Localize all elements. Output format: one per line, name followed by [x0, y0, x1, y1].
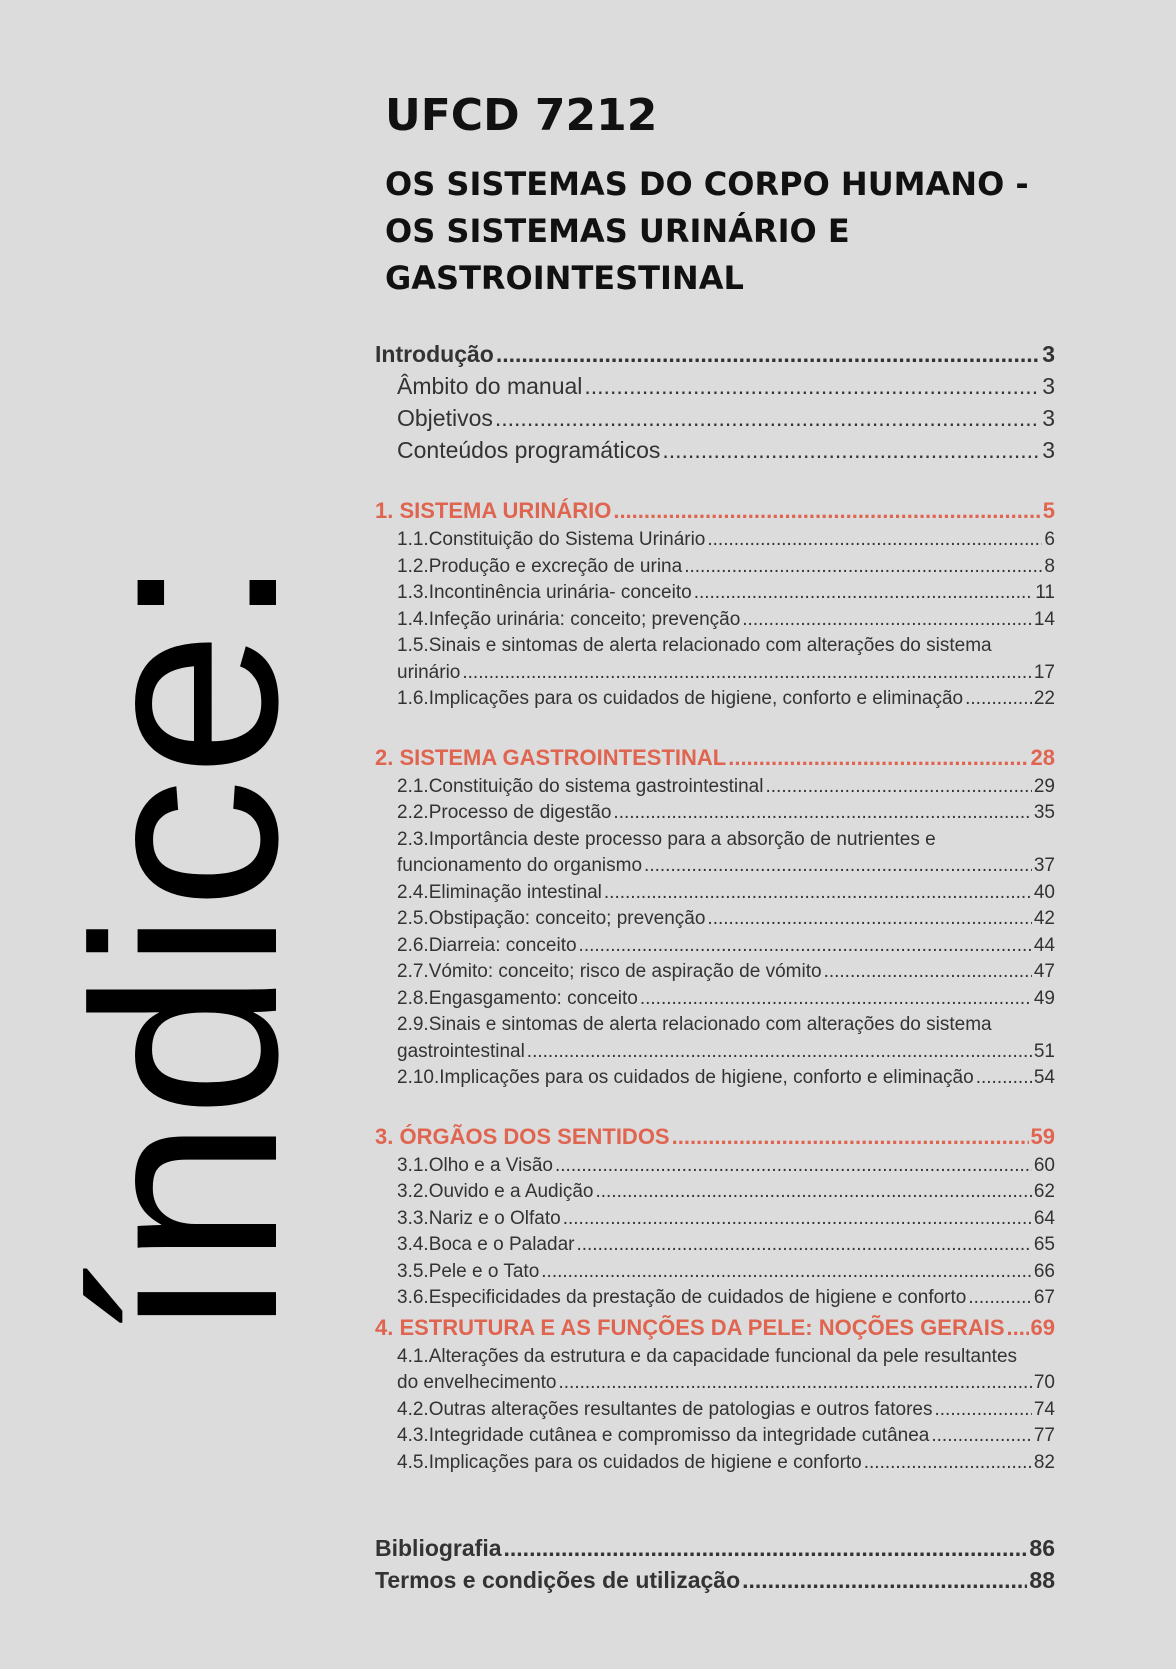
toc-leader-dots [707, 527, 1042, 554]
toc-entry[interactable] [375, 1065, 1055, 1092]
toc-termos[interactable] [375, 1564, 1055, 1596]
toc-chapter-4[interactable] [375, 1312, 1055, 1344]
toc-entry[interactable] [375, 1206, 1055, 1233]
document-header [385, 90, 1085, 302]
toc-leader-dots [765, 774, 1031, 801]
toc-entry[interactable] [375, 1153, 1055, 1180]
toc-leader-dots [644, 853, 1032, 880]
toc-entry-page: 14 [1033, 608, 1055, 630]
toc-entry[interactable] [375, 853, 1055, 880]
toc-entry-label: 1.6.Implicações para os cuidados de higiene, conforto e eliminação [397, 688, 964, 709]
document-title: OS SISTEMAS DO CORPO HUMANO - OS SISTEMAS URINÁRIO E GASTROINTESTINAL [385, 165, 1029, 297]
toc-entry[interactable] [375, 1232, 1055, 1259]
toc-entry-page: 22 [1033, 688, 1055, 709]
toc-bibliografia[interactable] [375, 1532, 1055, 1564]
toc-leader-dots [559, 1370, 1032, 1397]
toc-entry[interactable] [375, 774, 1055, 801]
toc-leader-dots [931, 1423, 1032, 1450]
toc-leader-dots [613, 800, 1031, 827]
toc-entry-page: 64 [1033, 1207, 1055, 1229]
toc-entry-page: 3 [1042, 405, 1055, 431]
toc-entry-label: urinário [397, 661, 461, 683]
toc-entry-page: 40 [1033, 881, 1055, 903]
toc-entry-page: 65 [1033, 1234, 1055, 1255]
toc-leader-dots [728, 742, 1028, 774]
toc-entry[interactable] [375, 906, 1055, 933]
toc-leader-dots [662, 434, 1040, 466]
toc-chapter-page: 69 [1030, 1314, 1055, 1340]
toc-entry-page: 67 [1033, 1287, 1055, 1308]
toc-entry-page: 86 [1029, 1535, 1055, 1561]
toc-entry-label: Bibliografia [375, 1535, 502, 1561]
toc-chapter-4-items [375, 1344, 1055, 1477]
toc-entry-line1: 1.5.Sinais e sintomas de alerta relacionado com alterações do sistema [397, 635, 992, 656]
toc-entry-label: 2.4.Eliminação intestinal [397, 881, 602, 903]
toc-entry[interactable] [375, 1039, 1055, 1066]
toc-entry-page: 54 [1033, 1067, 1055, 1088]
toc-entry-label: 3.2.Ouvido e a Audição [397, 1181, 594, 1202]
toc-entry-page: 35 [1033, 802, 1055, 823]
toc-entry-page: 3 [1042, 437, 1055, 463]
toc-entry-label: 3.4.Boca e o Paladar [397, 1234, 575, 1255]
toc-entry[interactable] [375, 800, 1055, 827]
toc-chapter-1[interactable] [375, 495, 1055, 527]
toc-chapter-2[interactable] [375, 742, 1055, 774]
toc-entry-label: funcionamento do organismo [397, 855, 643, 876]
toc-chapter-2-items [375, 774, 1055, 1092]
toc-entry[interactable] [375, 1370, 1055, 1397]
toc-leader-dots [976, 1065, 1032, 1092]
toc-entry-page: 44 [1033, 934, 1055, 956]
toc-entry[interactable] [375, 933, 1055, 960]
toc-entry-page: 3 [1042, 373, 1055, 399]
toc-entry-page: 82 [1033, 1451, 1055, 1473]
toc-entry[interactable] [375, 1397, 1055, 1424]
toc-leader-dots [684, 554, 1042, 581]
toc-entry-page: 6 [1044, 529, 1055, 550]
toc-entry[interactable] [375, 1423, 1055, 1450]
toc-chapter-3-items [375, 1153, 1055, 1312]
toc-leader-dots [563, 1206, 1032, 1233]
toc-leader-dots [579, 933, 1032, 960]
toc-entry[interactable] [375, 1450, 1055, 1477]
toc-entry-label: 3.6.Especificidades da prestação de cuidados de higiene e conforto [397, 1287, 967, 1308]
toc-entry[interactable] [375, 554, 1055, 581]
toc-leader-dots [824, 959, 1032, 986]
toc-entry-label: 2.7.Vómito: conceito; risco de aspiração de vómito [397, 961, 822, 982]
toc-leader-dots [968, 1285, 1032, 1312]
toc-entry-label: 4.5.Implicações para os cuidados de higiene e conforto [397, 1451, 862, 1473]
toc-entry-label: Termos e condições de utilização [375, 1567, 741, 1593]
toc-entry-label: 1.2.Produção e excreção de urina [397, 555, 683, 577]
toc-entry-label: 1.1.Constituição do Sistema Urinário [397, 529, 706, 550]
toc-entry-line1: 2.9.Sinais e sintomas de alerta relacionado com alterações do sistema [397, 1014, 992, 1035]
toc-entry[interactable] [375, 880, 1055, 907]
toc-leader-dots [504, 1532, 1028, 1564]
toc-chapter-3[interactable] [375, 1121, 1055, 1153]
toc-leader-dots [613, 495, 1040, 527]
toc-chapter-label: 4. ESTRUTURA E AS FUNÇÕES DA PELE: NOÇÕES GERAIS [375, 1314, 1005, 1340]
toc-entry[interactable] [375, 607, 1055, 634]
toc-chapter-label: 1. SISTEMA URINÁRIO [375, 498, 612, 523]
toc-entry[interactable] [375, 660, 1055, 687]
toc-entry-label: 2.6.Diarreia: conceito [397, 934, 577, 956]
toc-entry-page: 74 [1033, 1398, 1055, 1420]
toc-entry-page: 66 [1033, 1260, 1055, 1282]
toc-entry-page: 11 [1035, 582, 1055, 603]
toc-leader-dots [672, 1121, 1029, 1153]
toc-leader-dots [742, 1564, 1027, 1596]
toc-leader-dots [576, 1232, 1031, 1259]
toc-entry-page: 3 [1042, 341, 1055, 367]
toc-entry-page: 88 [1029, 1567, 1055, 1593]
toc-entry-line1: 2.3.Importância deste processo para a absorção de nutrientes e [397, 828, 936, 850]
toc-leader-dots [462, 660, 1031, 687]
toc-entry-label: 1.3.Incontinência urinária- conceito [397, 582, 692, 603]
toc-entry-label: Introdução [375, 341, 494, 367]
toc-leader-dots [604, 880, 1032, 907]
ufcd-code: UFCD 7212 [385, 90, 658, 141]
toc-entry-page: 49 [1033, 987, 1055, 1009]
toc-entry-label: 3.5.Pele e o Tato [397, 1260, 540, 1282]
toc-entry-label: 3.1.Olho e a Visão [397, 1154, 553, 1176]
toc-entry-page: 17 [1033, 661, 1055, 683]
toc-entry[interactable] [375, 1259, 1055, 1286]
toc-leader-dots [584, 370, 1040, 402]
toc-entry-label: 3.3.Nariz e o Olfato [397, 1207, 561, 1229]
index-side-title-text: índice: [39, 554, 332, 1340]
toc-entry-label: Objetivos [397, 405, 493, 431]
toc-entry-label: 1.4.Infeção urinária: conceito; prevenção [397, 608, 741, 630]
toc-leader-dots [934, 1397, 1031, 1424]
toc-leader-dots [1007, 1312, 1029, 1344]
toc-leader-dots [541, 1259, 1032, 1286]
toc-chapter-label: 2. SISTEMA GASTROINTESTINAL [375, 744, 727, 770]
toc-entry-label: 2.10.Implicações para os cuidados de higiene, conforto e eliminação [397, 1067, 974, 1088]
toc-leader-dots [965, 686, 1032, 713]
toc-chapter-page: 28 [1030, 744, 1055, 770]
toc-entry[interactable] [375, 1179, 1055, 1206]
toc-entry-label: 2.5.Obstipação: conceito; prevenção [397, 908, 706, 929]
toc-leader-dots [742, 607, 1032, 634]
toc-entry-label: do envelhecimento [397, 1372, 557, 1393]
toc-entry[interactable] [375, 370, 1055, 402]
toc-entry-label: 2.1.Constituição do sistema gastrointestinal [397, 775, 764, 797]
toc-leader-dots [694, 580, 1034, 607]
toc-leader-dots [555, 1153, 1032, 1180]
toc-entry-page: 70 [1033, 1372, 1055, 1393]
toc-leader-dots [707, 906, 1031, 933]
toc-entry-page: 77 [1033, 1425, 1055, 1446]
toc-chapter-page: 5 [1042, 498, 1055, 523]
toc-entry[interactable] [375, 1285, 1055, 1312]
table-of-contents [375, 338, 1055, 1596]
toc-leader-dots [495, 402, 1040, 434]
toc-entry[interactable] [375, 580, 1055, 607]
toc-entry-page: 29 [1033, 775, 1055, 797]
toc-entry-page: 51 [1033, 1040, 1055, 1062]
toc-entry-label: Conteúdos programáticos [397, 437, 661, 463]
toc-chapter-label: 3. ÓRGÃOS DOS SENTIDOS [375, 1123, 670, 1149]
toc-entry-label: 2.2.Processo de digestão [397, 802, 612, 823]
toc-chapter-1-items [375, 527, 1055, 713]
toc-leader-dots [595, 1179, 1031, 1206]
toc-leader-dots [640, 986, 1032, 1013]
toc-entry[interactable] [375, 402, 1055, 434]
toc-entry-label: 4.3.Integridade cutânea e compromisso da integridade cutânea [397, 1425, 930, 1446]
toc-leader-dots [496, 338, 1040, 370]
toc-entry[interactable] [375, 527, 1055, 554]
toc-entry-line1: 4.1.Alterações da estrutura e da capacidade funcional da pele resultantes [397, 1345, 1018, 1367]
toc-entry-page: 37 [1033, 855, 1055, 876]
toc-entry[interactable] [375, 959, 1055, 986]
toc-intro[interactable] [375, 338, 1055, 370]
toc-chapter-page: 59 [1030, 1123, 1055, 1149]
toc-entry-page: 62 [1033, 1181, 1055, 1202]
toc-entry-page: 42 [1033, 908, 1055, 929]
toc-entry-label: 4.2.Outras alterações resultantes de patologias e outros fatores [397, 1398, 933, 1420]
toc-leader-dots [527, 1039, 1032, 1066]
toc-entry-label: Âmbito do manual [397, 373, 583, 399]
toc-entry[interactable] [375, 986, 1055, 1013]
toc-leader-dots [864, 1450, 1032, 1477]
toc-entry-page: 8 [1044, 555, 1055, 577]
toc-entry-label: gastrointestinal [397, 1040, 525, 1062]
toc-entry[interactable] [375, 434, 1055, 466]
toc-intro-items [375, 370, 1055, 466]
toc-entry-label: 2.8.Engasgamento: conceito [397, 987, 638, 1009]
toc-entry-page: 60 [1033, 1154, 1055, 1176]
toc-entry[interactable] [375, 686, 1055, 713]
toc-entry-page: 47 [1033, 961, 1055, 982]
